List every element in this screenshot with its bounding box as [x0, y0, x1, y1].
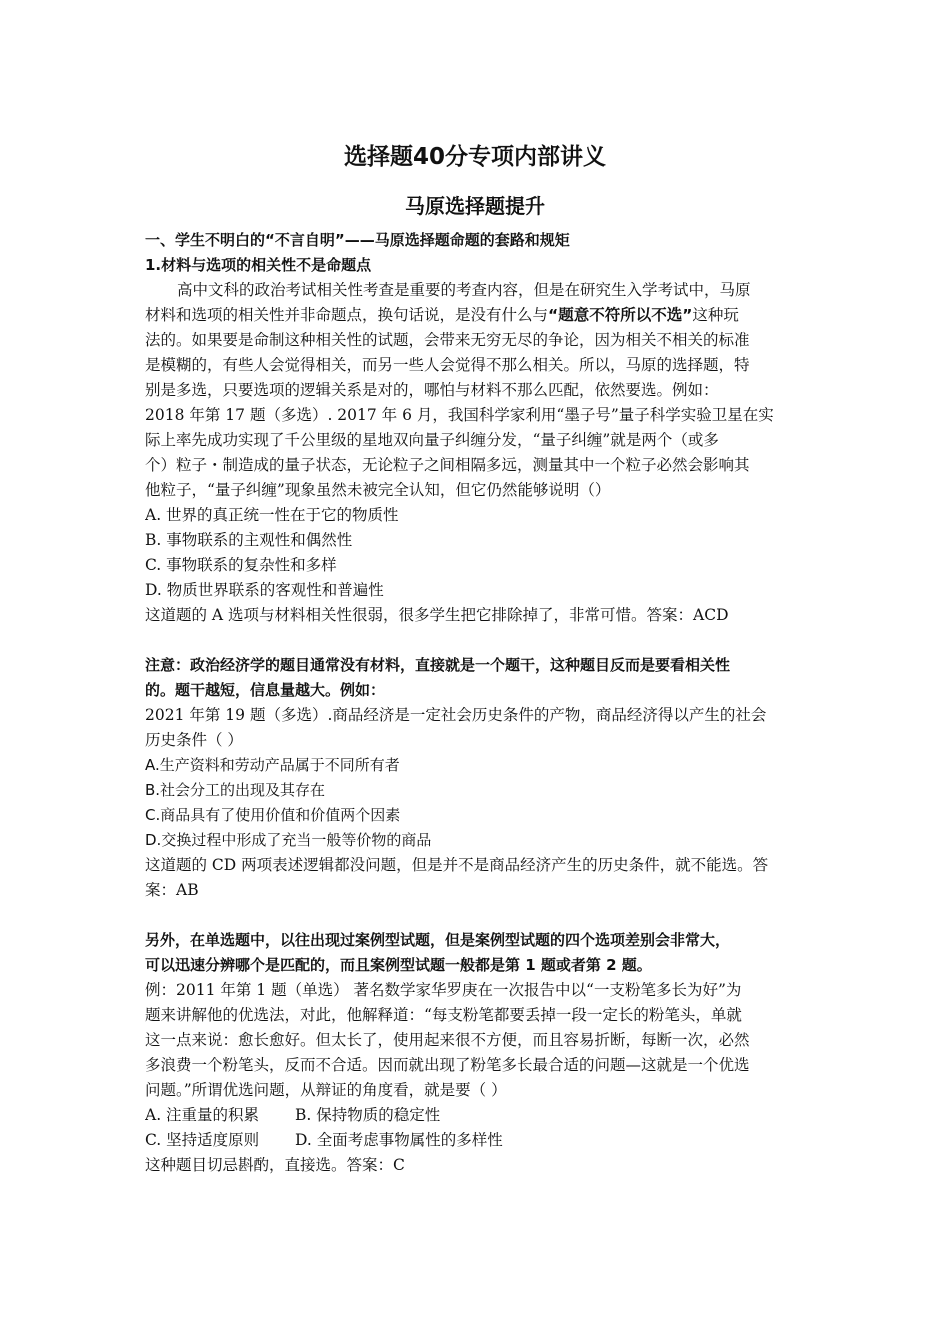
option-d: D. 物质世界联系的客观性和普遍性	[145, 581, 384, 599]
paragraph-line: 是模糊的，有些人会觉得相关，而另一些人会觉得不那么相关。所以，马原的选择题，特	[145, 356, 750, 374]
paragraph-text: 这种玩	[692, 306, 739, 324]
sub-heading: 1.材料与选项的相关性不是命题点	[145, 256, 372, 274]
question-line: 2018 年第 17 题（多选）. 2017 年 6 月，我国科学家利用“墨子号”量子科学实验卫星在实	[145, 406, 774, 424]
option-b: B. 事物联系的主观性和偶然性	[145, 531, 353, 549]
answer-line: 这道题的 CD 两项表述逻辑都没问题，但是并不是商品经济产生的历史条件，就不能选。答	[145, 856, 769, 874]
document-subtitle: 马原选择题提升	[405, 194, 545, 218]
options-row	[145, 1128, 807, 1153]
spacer	[145, 903, 807, 928]
paragraph-line: 法的。如果要是命制这种相关性的试题，会带来无穷无尽的争论，因为相关不相关的标准	[145, 331, 750, 349]
question-line: 这一点来说：愈长愈好。但太长了，使用起来很不方便，而且容易折断，每断一次，必然	[145, 1031, 750, 1049]
option-a: A. 注重量的积累	[145, 1106, 260, 1124]
question-line: 际上率先成功实现了千公里级的星地双向量子纠缠分发，“量子纠缠”就是两个（或多	[145, 431, 719, 449]
question-line: 例：2011 年第 1 题（单选） 著名数学家华罗庚在一次报告中以“一支粉笔多长为好”为	[145, 981, 742, 999]
option-c: C. 坚持适度原则	[145, 1131, 260, 1149]
question-line: 历史条件（ ）	[145, 731, 243, 749]
spacer	[145, 628, 807, 653]
question-line: 多浪费一个粉笔头，反而不合适。因而就出现了粉笔多长最合适的问题—这就是一个优选	[145, 1056, 750, 1074]
question-line: 问题。”所谓优选问题，从辩证的角度看，就是要（ ）	[145, 1081, 507, 1099]
answer-line: 案：AB	[145, 881, 199, 899]
paragraph-text: 材料和选项的相关性并非命题点，换句话说，是没有什么与	[145, 306, 549, 324]
option-d: D. 全面考虑事物属性的多样性	[295, 1131, 503, 1149]
document-title: 选择题40分专项内部讲义	[343, 144, 606, 170]
answer-line: 这道题的 A 选项与材料相关性很弱，很多学生把它排除掉了，非常可惜。答案：ACD	[145, 606, 729, 624]
answer-line: 这种题目切忌斟酌，直接选。答案：C	[145, 1156, 405, 1174]
option-a: A.生产资料和劳动产品属于不同所有者	[145, 756, 400, 774]
option-c: C.商品具有了使用价值和价值两个因素	[145, 806, 401, 824]
option-b: B. 保持物质的稳定性	[295, 1106, 441, 1124]
question-line: 2021 年第 19 题（多选）.商品经济是一定社会历史条件的产物，商品经济得以产生的社会	[145, 706, 767, 724]
options-row	[145, 1103, 807, 1128]
note-line: 注意：政治经济学的题目通常没有材料，直接就是一个题干，这种题目反而是要看相关性	[145, 656, 731, 674]
option-a: A. 世界的真正统一性在于它的物质性	[145, 506, 399, 524]
section-heading: 一、学生不明白的“不言自明”——马原选择题命题的套路和规矩	[145, 231, 570, 249]
document-body	[145, 228, 807, 1178]
note-line: 另外，在单选题中，以往出现过案例型试题，但是案例型试题的四个选项差别会非常大，	[145, 931, 731, 949]
paragraph-line	[145, 303, 807, 328]
question-line: 他粒子，“量子纠缠”现象虽然未被完全认知，但它仍然能够说明（）	[145, 481, 611, 499]
note-line: 可以迅速分辨哪个是匹配的，而且案例型试题一般都是第 1 题或者第 2 题。	[145, 956, 652, 974]
paragraph-line: 别是多选，只要选项的逻辑关系是对的，哪怕与材料不那么匹配，依然要选。例如：	[145, 381, 719, 399]
option-b: B.社会分工的出现及其存在	[145, 781, 326, 799]
option-d: D.交换过程中形成了充当一般等价物的商品	[145, 831, 432, 849]
paragraph-line: 高中文科的政治考试相关性考查是重要的考查内容，但是在研究生入学考试中，马原	[177, 281, 751, 299]
emphasis-phrase: “题意不符所以不选”	[548, 306, 693, 324]
question-line: 个）粒子・制造成的量子状态，无论粒子之间相隔多远，测量其中一个粒子必然会影响其	[145, 456, 750, 474]
option-c: C. 事物联系的复杂性和多样	[145, 556, 337, 574]
note-line: 的。题干越短，信息量越大。例如：	[145, 681, 386, 699]
question-line: 题来讲解他的优选法，对此，他解释道：“每支粉笔都要丢掉一段一定长的粉笔头，单就	[145, 1006, 742, 1024]
